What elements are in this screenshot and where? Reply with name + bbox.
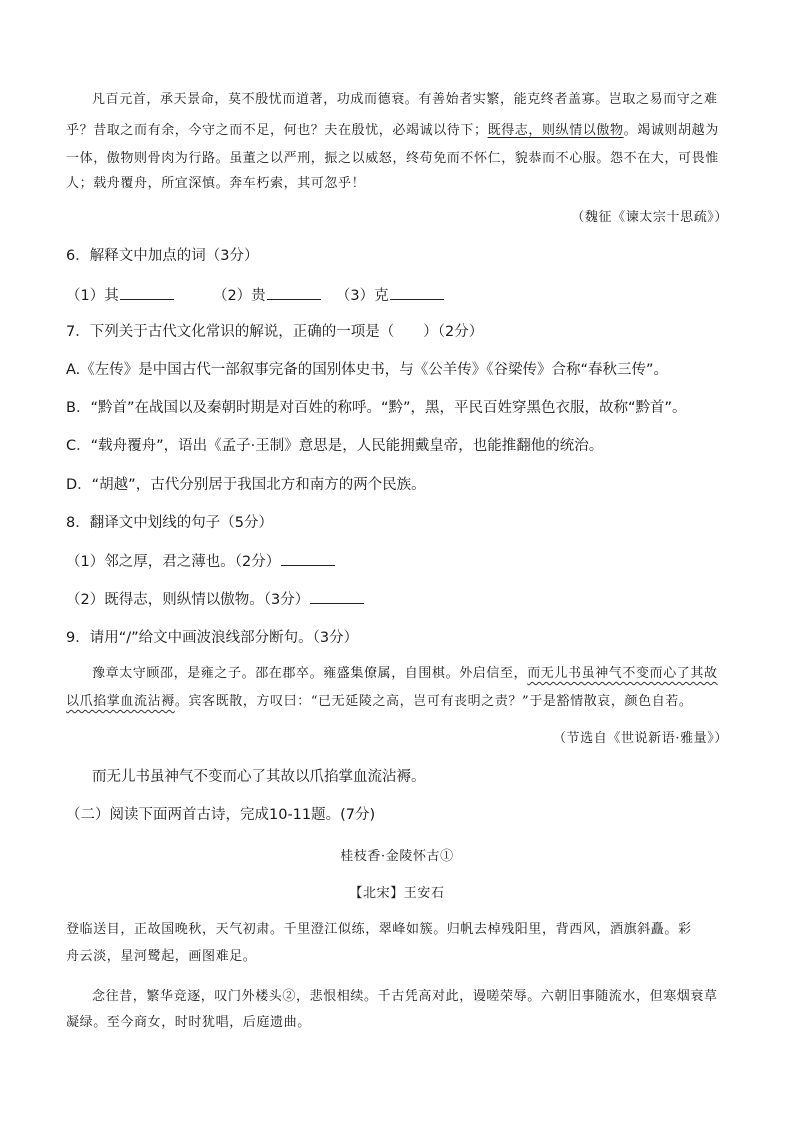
poem-line-3: 念往昔，繁华竞逐，叹门外楼头②，悲恨相续。千古凭高对此，谩嗟荣辱。六朝旧事随流水，但寒烟衰草 xyxy=(92,989,718,1004)
answer-blank[interactable] xyxy=(390,285,444,300)
answer-blank[interactable] xyxy=(281,551,335,566)
passage1-line-2-tail: 。竭诚则胡越为 xyxy=(623,123,719,138)
section2-heading: （二）阅读下面两首古诗，完成10-11题。(7分) xyxy=(66,807,376,823)
q6-items xyxy=(66,284,444,305)
q7-option-d: D．“胡越”，古代分别居于我国北方和南方的两个民族。 xyxy=(66,477,426,493)
underlined-sentence: 既得志，则纵情以傲物 xyxy=(487,123,624,138)
poem-line-1: 登临送目，正故国晚秋，天气初肃。千里澄江似练，翠峰如簇。归帆去棹残阳里，背西风，酒旗斜矗。彩 xyxy=(66,922,692,937)
answer-blank[interactable] xyxy=(267,285,321,300)
q9-passage-line-1-text: 豫章太守顾邵，是雍之子。邵在郡卒。雍盛集僚属，自围棋。外启信至， xyxy=(92,666,528,681)
q7-option-c: C．“载舟覆舟”，语出《孟子·王制》意思是，人民能拥戴皇帝，也能推翻他的统治。 xyxy=(66,438,604,454)
q6-stem: 6．解释文中加点的词（3分） xyxy=(66,248,259,264)
q9-stem: 9．请用“/”给文中画波浪线部分断句。（3分） xyxy=(66,630,359,646)
q7-option-a: A.《左传》是中国古代一部叙事完备的国别体史书，与《公羊传》《谷梁传》合称“春秋三传”。 xyxy=(66,362,669,378)
passage1-line-2-text: 乎？昔取之而有余，今守之而不足，何也？夫在殷忧，必竭诚以待下； xyxy=(66,123,488,138)
q9-source: （节选自《世说新语·雅量》） xyxy=(552,731,728,746)
q9-sentence: 而无儿书虽神气不变而心了其故以爪掐掌血流沾褥。 xyxy=(92,769,426,785)
q9-passage-line-1 xyxy=(92,662,718,681)
q8-item-1 xyxy=(66,550,335,571)
q8-item-2-text: （2）既得志，则纵情以傲物。（3分） xyxy=(66,592,310,608)
q8-stem: 8．翻译文中划线的句子（5分） xyxy=(66,515,273,531)
q6-item-2: （2）贵 xyxy=(212,288,266,304)
q7-option-b: B．“黔首”在战国以及秦朝时期是对百姓的称呼。“黔”，黑，平民百姓穿黑色衣服，故称“黔首”。 xyxy=(66,400,687,416)
wavy-underlined-text: 以爪掐掌血流沾褥 xyxy=(66,694,175,709)
wavy-underlined-text: 而无儿书虽神气不变而心了其故 xyxy=(527,666,718,681)
q7-stem: 7．下列关于古代文化常识的解说，正确的一项是（ ）（2分） xyxy=(66,324,484,340)
poem-line-4: 凝绿。至今商女，时时犹唱，后庭遗曲。 xyxy=(66,1015,311,1030)
q8-item-1-text: （1）邻之厚，君之薄也。（2分） xyxy=(66,554,281,570)
q6-item-3: （3）克 xyxy=(335,288,389,304)
q6-item-1: （1）其 xyxy=(66,288,119,304)
q9-passage-line-2-text: 。宾客既散，方叹曰：“已无延陵之高，岂可有丧明之责？”于是豁情散哀，颜色自若。 xyxy=(174,694,693,709)
answer-blank[interactable] xyxy=(120,285,174,300)
passage1-line-1: 凡百元首，承天景命，莫不殷忧而道著，功成而德衰。有善始者实繁，能克终者盖寡。岂取之易而守之难 xyxy=(92,92,718,107)
poem-title: 桂枝香·金陵怀古① xyxy=(340,849,454,864)
q9-passage-line-2 xyxy=(66,690,693,709)
poem-line-2: 舟云淡，星河鹭起，画图难足。 xyxy=(66,949,257,964)
passage1-line-2 xyxy=(66,119,719,138)
passage1-line-3: 一体，傲物则骨肉为行路。虽董之以严刑，振之以威怒，终苟免而不怀仁，貌恭而不心服。怨不在大，可畏惟 xyxy=(66,151,719,166)
passage1-source: （魏征《谏太宗十思疏》） xyxy=(571,210,728,225)
answer-blank[interactable] xyxy=(310,589,364,604)
poem-author: 【北宋】王安石 xyxy=(349,886,445,901)
q8-item-2 xyxy=(66,588,364,609)
passage1-line-4: 人；载舟覆舟，所宜深慎。奔车朽索，其可忽乎！ xyxy=(66,176,366,191)
